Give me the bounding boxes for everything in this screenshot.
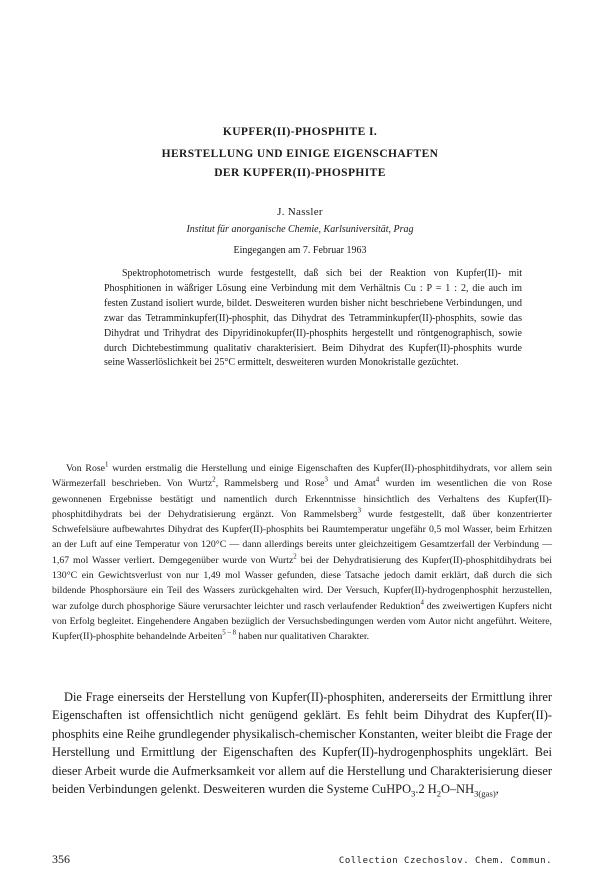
journal-name: Collection Czechoslov. Chem. Commun. [338,856,552,866]
ref-mark: 2 [293,553,297,561]
ref-mark: 3 [357,507,362,515]
ref-mark: 1 [105,461,109,469]
page-footer [52,852,552,867]
page-number: 356 [52,852,70,866]
received-date: Eingegangen am 7. Februar 1963 [233,245,367,256]
intro-paragraph: Von Rose$^1$ wurden erstmalig die Herstellung und einige Eigenschaften des Kupfer(II)-phosphitdihydrats, vor allem sein Wärmezerfall beschrieben. Von Wurtz$^2$, Rammelsberg und Rose$^3$ und Amat$^4$ wurden im wesentlichen die von Rose gewonnenen Ergebnisse bestätigt und namentlich durch Erkenntnisse hinsichtlich des Verhaltens des Kupfer(II)-phosphitdihydrats bei der Dehydratisierung ergänzt. Von Rammelsberg$^3$ wurde festgestellt, daß über konzentrierter Schwefelsäure aufbewahrtes Dihydrat des Kupfer(II)-phosphits bei Raumtemperatur ungefähr 0,5 mol Wasser, beim Erhitzen an der Luft auf eine Temperatur von 120°C — dann allerdings bereits unter gleichzeitigem Gesamtzerfall der Verbindung — 1,67 mol Wasser verliert. Demgegenüber wurde von Wurtz$^2$ bei der Dehydratisierung des Kupfer(II)-phosphitdihydrats bei 130°C ein Gewichtsverlust von nur 1,49 mol Wasser gefunden, diese Tatsache jedoch damit erklärt, daß durch die sich bildende Phosphorsäure ein Teil des Wassers zurückgehalten wird. Der Versuch, Kupfer(II)-hydrogenphosphit herzustellen, war zufolge durch phosphorige Säure verursachter leichter und rasch verlaufender Reduktion$^4$ des zweiwertigen Kupfers nicht von Erfolg begleitet. Eingehendere Angaben bezüglich der Versuchsbedingungen werden vom Autor nicht angeführt. Weitere, Kupfer(II)-phosphite behandelnde Arbeiten$^{5 - 8}$ haben nur qualitativen Charakter. [52,461,552,643]
ref-mark: 4 [420,599,424,607]
author-institute: Institut für anorganische Chemie, Karlsuniversität, Prag [186,224,414,235]
title-line-3: DER KUPFER(II)-PHOSPHITE [214,167,386,179]
ref-mark: 5 – 8 [222,630,237,637]
main-paragraph: Die Frage einerseits der Herstellung von Kupfer(II)-phosphiten, andererseits der Ermittlung ihrer Eigenschaften ist offensichtlich nicht genügend geklärt. Es fehlt beim Dihydrat des Kupfer(II)-phosphits eine Reihe grundlegender physikalisch-chemischer Konstanten, weiter bleibt die Frage der Herstellung und Ermittlung der Eigenschaften des Kupfer(II)-hydrogenphosphits ungeklärt. Bei dieser Arbeit wurde die Aufmerksamkeit vor allem auf die Herstellung und Charakterisierung dieser beiden Verbindungen gelenkt. Desweiteren wurden die Systeme CuHPO$_3$.2 $H_2O-NH_{3(gas)}$, [52,690,552,799]
ref-mark: 3 [324,477,328,485]
title-line-2: HERSTELLUNG UND EINIGE EIGENSCHAFTEN [161,148,439,160]
ref-mark: 2 [212,477,216,485]
abstract: Spektrophotometrisch wurde festgestellt, daß sich bei der Reaktion von Kupfer(II)- mit Phosphitionen in wäßriger Lösung eine Verbindung mit dem Verhältnis Cu : P = 1 : 2, die auch im festen Zustand isoliert wurde, bildet. Desweiteren wurden bisher nicht beschriebene Verbindungen, und zwar das Tetramminkupfer(II)-phosphit, das Dihydrat des Tetramminkupfer(II)-phosphits, sowie das Dihydrat und Trihydrat des Dipyridinokupfer(II)-phosphits hergestellt und röntgenographisch, sowie durch Dichtebestimmung qualitativ charakterisiert. Beim Dihydrat des Kupfer(II)-phosphits wurde seine Wasserlöslichkeit bei 25°C ermittelt, desweiteren wurden Monokristalle gezüchtet. [104,268,522,369]
ref-mark: 4 [375,477,380,485]
title-line-1: KUPFER(II)-PHOSPHITE I. [222,126,378,138]
author-name: J. Nassler [277,206,323,218]
